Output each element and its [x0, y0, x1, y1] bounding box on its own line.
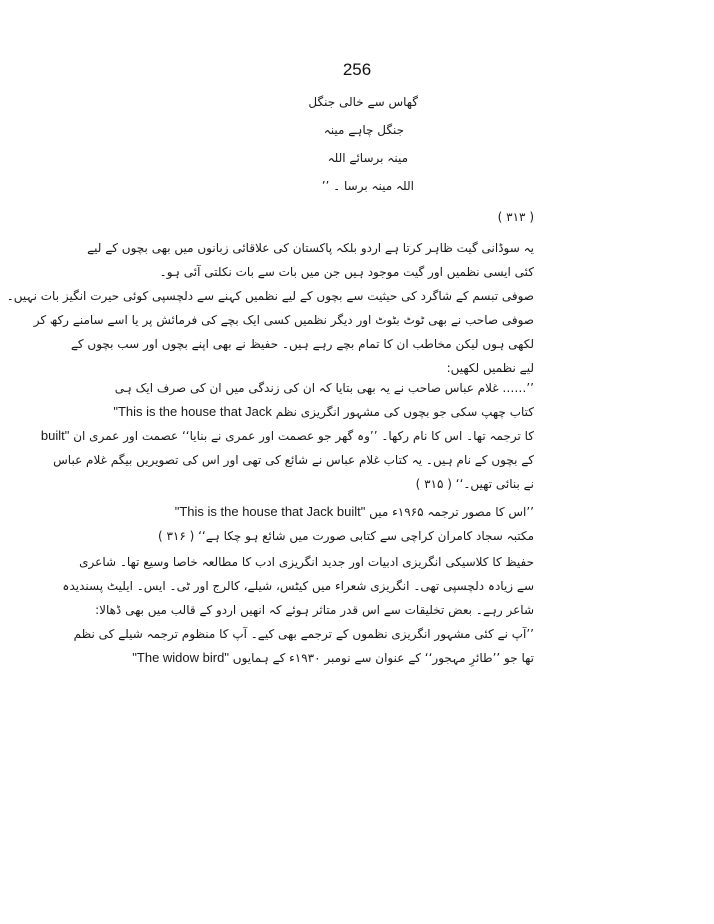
latin-text: "This is the house that Jack: [113, 404, 272, 419]
text-line-mixed: [113, 400, 534, 424]
text-line: کئی ایسی نظمیں اور گیت موجود ہیں جن میں بات سے بات نکلتی آئی ہو۔: [159, 265, 534, 279]
quote-1: [40, 376, 534, 496]
quote-3: [73, 622, 534, 670]
text-line: ’’آپ نے کئی مشہور انگریزی نظموں کے ترجمے بھی کیے۔ آپ کا منظوم ترجمہ شیلے کی نظم: [73, 627, 534, 641]
text-line: شاعر رہے۔ بعض تخلیقات سے اس قدر متاثر ہوئے کہ انھیں اردو کے قالب میں بھی ڈھالا:: [95, 603, 534, 617]
text-line: یہ سوڈانی گیت ظاہر کرتا ہے اردو بلکہ پاکستان کی علاقائی زبانوں میں بھی بچوں کے لیے: [87, 241, 534, 255]
text-line-mixed: [170, 500, 534, 524]
poem-line: مینہ برسائے اللہ: [327, 151, 408, 165]
text-line: مکتبہ سجاد کامران کراچی سے کتابی صورت میں شائع ہو چکا ہے‘‘ ( ۳۱۶ ): [157, 529, 534, 543]
poem-line: اللہ مینہ برسا ۔ ’’: [321, 179, 414, 193]
paragraph-2: [6, 284, 534, 380]
text-line: حفیظ کا کلاسیکی انگریزی ادبیات اور جدید انگریزی ادب کا مطالعہ خاصا وسیع تھا۔ شاعری: [79, 555, 534, 569]
reference-marker: ( ۳۱۳ ): [497, 210, 534, 224]
text-line: ’’…… غلام عباس صاحب نے یہ بھی بتایا کہ ان کی زندگی میں ان کی صرف ایک ہی: [114, 381, 534, 395]
latin-text: "This is the house that Jack built": [174, 504, 366, 519]
text-line-mixed: [132, 646, 534, 670]
text-line: صوفی تبسم کے شاگرد کی حیثیت سے بچوں کے لیے نظمیں کہنے سے دلچسپی کوئی حیرت انگیز بات نہیں۔: [6, 289, 534, 303]
latin-text: built": [40, 428, 70, 443]
poem-block: [280, 88, 418, 200]
page-number: 256: [342, 60, 372, 79]
text-line: کے بچوں کے نام ہیں۔ یہ کتاب غلام عباس نے شائع کی تھی اور اس کی تصویریں بیگم غلام عباس: [53, 453, 534, 467]
text-line: نے بنائی تھیں۔‘‘ ( ۳۱۵ ): [415, 477, 534, 491]
poem-line: جنگل چاہے مینہ: [323, 123, 404, 137]
urdu-text: کا ترجمہ تھا۔ اس کا نام رکھا۔ ’’وہ گھر جو عصمت اور عمری نے بنایا‘‘ عصمت اور عمری ان: [73, 429, 534, 443]
latin-text: "The widow bird": [132, 650, 229, 665]
quote-2: [157, 500, 534, 548]
paragraph-1: [87, 236, 534, 284]
poem-line: گھاس سے خالی جنگل: [308, 95, 418, 109]
urdu-text: کتاب چھپ سکی جو بچوں کی مشہور انگریزی نظم: [275, 405, 534, 419]
paragraph-3: [62, 550, 534, 622]
text-line-mixed: [40, 424, 534, 448]
text-line: لیے نظمیں لکھیں:: [446, 361, 534, 375]
text-line: سے زیادہ دلچسپی تھی۔ انگریزی شعراء میں کیٹس، شیلے، کالرج اور ٹی۔ ایس۔ ایلیٹ پسندیدہ: [62, 579, 534, 593]
urdu-text: ’’اس کا مصور ترجمہ ۱۹۶۵ء میں: [369, 505, 534, 519]
text-line: صوفی صاحب نے بھی ٹوٹ بٹوٹ اور دیگر نظمیں کسی ایک بچے کی فرمائش پر یا اسے سامنے رکھ کر: [33, 313, 534, 327]
text-line: لکھی ہوں لیکن مخاطب ان کا تمام بچے رہے ہیں۔ حفیظ نے بھی اپنے بچوں اور سب بچوں کے: [70, 337, 534, 351]
urdu-text: تھا جو ’’طائرِ مہجور‘‘ کے عنوان سے نومبر ۱۹۳۰ء کے ہمایوں: [232, 651, 534, 665]
